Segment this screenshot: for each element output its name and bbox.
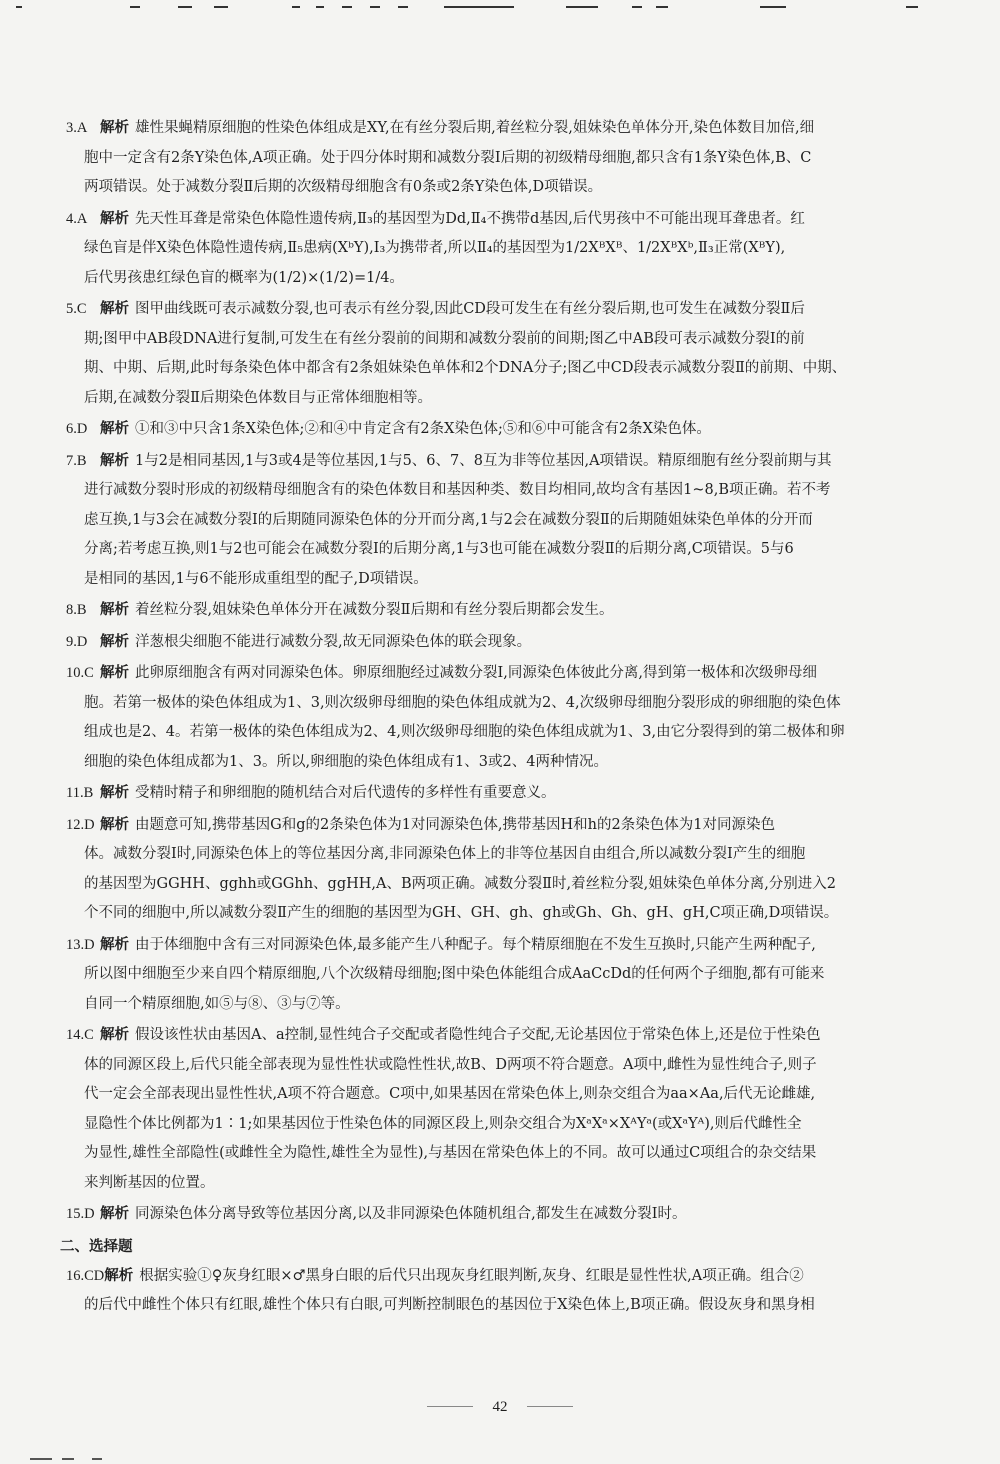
answer-line — [60, 506, 930, 536]
answer-text: 期;图甲中AB段DNA进行复制,可发生在有丝分裂前的间期和减数分裂前的间期;图乙中AB段可表示减数分裂Ⅰ的前 — [84, 330, 805, 347]
page-number: 42 — [492, 1399, 508, 1415]
answer-line — [60, 415, 930, 445]
answer-line — [60, 718, 930, 748]
answer-text: 由题意可知,携带基因G和g的2条染色体为1对同源染色体,携带基因H和h的2条染色体为1对同源染色 — [135, 816, 775, 833]
answer-text: 此卵原细胞含有两对同源染色体。卵原细胞经过减数分裂Ⅰ,同源染色体彼此分离,得到第一极体和次级卵母细 — [135, 665, 817, 681]
answer-item — [60, 415, 930, 445]
answer-line — [60, 476, 930, 506]
answer-line — [60, 1291, 930, 1321]
answer-line — [60, 447, 930, 477]
answer-text: 所以图中细胞至少来自四个精原细胞,八个次级精母细胞;图中染色体能组合成AaCcDd的任何两个子细胞,都有可能来 — [84, 966, 825, 982]
answer-line — [60, 1080, 930, 1110]
answer-line — [60, 779, 930, 809]
answer-text: 1与2是相同基因,1与3或4是等位基因,1与5、6、7、8互为非等位基因,A项错误。精原细胞有丝分裂前期与其 — [135, 452, 832, 469]
answer-item — [60, 205, 930, 294]
answer-item — [60, 1021, 930, 1198]
answer-text: 体的同源区段上,后代只能全部表现为显性性状或隐性性状,故B、D两项不符合题意。A项中,雌性为显性纯合子,则子 — [84, 1056, 817, 1073]
answer-line — [60, 1110, 930, 1140]
answer-line — [60, 899, 930, 929]
answer-text: 胞中一定含有2条Y染色体,A项正确。处于四分体时期和减数分裂Ⅰ后期的初级精母细胞,都只含有1条Y染色体,B、C — [84, 149, 812, 166]
question-number: 6.D — [66, 421, 88, 437]
analysis-tag: 解析 — [100, 816, 129, 833]
analysis-tag: 解析 — [100, 120, 129, 136]
question-number: 7.B — [66, 452, 87, 469]
answer-text: 着丝粒分裂,姐妹染色单体分开在减数分裂Ⅱ后期和有丝分裂后期都会发生。 — [135, 602, 614, 618]
answer-item — [60, 596, 930, 626]
answer-line — [60, 234, 930, 264]
answer-line — [60, 811, 930, 841]
answer-text: 洋葱根尖细胞不能进行减数分裂,故无同源染色体的联会现象。 — [135, 633, 532, 650]
answer-line — [60, 1169, 930, 1199]
answer-text: 为显性,雄性全部隐性(或雌性全为隐性,雄性全为显性),与基因在常染色体上的不同。故可以通过C项组合的杂交结果 — [84, 1145, 817, 1161]
answer-line — [60, 931, 930, 961]
answer-content — [60, 114, 930, 1323]
answer-line — [60, 565, 930, 595]
analysis-tag: 解析 — [100, 665, 129, 681]
answer-text: 期、中期、后期,此时每条染色体中都含有2条姐妹染色单体和2个DNA分子;图乙中CD段表示减数分裂Ⅱ的前期、中期、 — [84, 360, 847, 376]
answer-text: 的基因型为GGHH、gghh或GGhh、ggHH,A、B两项正确。减数分裂Ⅱ时,着丝粒分裂,姐妹染色单体分离,分别进入2 — [84, 875, 837, 892]
answer-text: 个不同的细胞中,所以减数分裂Ⅱ产生的细胞的基因型为GH、GH、gh、gh或Gh、Gh、gH、gH,C项正确,D项错误。 — [84, 905, 839, 921]
answer-line — [60, 840, 930, 870]
answer-item — [60, 779, 930, 809]
answer-line — [60, 960, 930, 990]
question-number: 13.D — [66, 936, 95, 953]
answer-line — [60, 659, 930, 689]
question-number: 9.D — [66, 633, 88, 650]
analysis-tag: 解析 — [100, 602, 129, 618]
answer-text: 图甲曲线既可表示减数分裂,也可表示有丝分裂,因此CD段可发生在有丝分裂后期,也可发生在减数分裂Ⅱ后 — [135, 301, 805, 317]
analysis-tag: 解析 — [100, 936, 129, 953]
question-number: 15.D — [66, 1206, 95, 1222]
answer-line — [60, 173, 930, 203]
answer-line — [60, 870, 930, 900]
answer-item — [60, 447, 930, 595]
answer-text: 组成也是2、4。若第一极体的染色体组成为2、4,则次级卵母细胞的染色体组成就为1、3,由它分裂得到的第二极体和卵 — [84, 724, 845, 740]
answer-text: 细胞的染色体组成都为1、3。所以,卵细胞的染色体组成有1、3或2、4两种情况。 — [84, 753, 608, 770]
answer-line — [60, 384, 930, 414]
question-number: 16.CD — [66, 1267, 105, 1284]
answer-line — [60, 596, 930, 626]
answer-item — [60, 114, 930, 203]
analysis-tag: 解析 — [100, 633, 129, 650]
answer-line — [60, 205, 930, 235]
footer-rule-right — [527, 1406, 573, 1407]
answer-text: 体。减数分裂Ⅰ时,同源染色体上的等位基因分离,非同源染色体上的非等位基因自由组合,所以减数分裂Ⅰ产生的细胞 — [84, 846, 806, 862]
answer-line — [60, 264, 930, 294]
question-number: 11.B — [66, 785, 94, 801]
answer-line — [60, 990, 930, 1020]
answer-line — [60, 748, 930, 778]
answer-line — [60, 689, 930, 719]
answer-line — [60, 1021, 930, 1051]
analysis-tag: 解析 — [100, 210, 129, 227]
answer-list-2 — [60, 1262, 930, 1321]
answer-line — [60, 114, 930, 144]
analysis-tag: 解析 — [100, 301, 129, 317]
answer-text: 绿色盲是伴X染色体隐性遗传病,Ⅱ₅患病(XᵇY),Ⅰ₃为携带者,所以Ⅱ₄的基因型为1/2XᴮXᴮ、1/2XᴮXᵇ,Ⅱ₃正常(XᴮY), — [84, 240, 786, 256]
page-footer — [0, 1396, 1000, 1416]
answer-text: 来判断基因的位置。 — [84, 1174, 215, 1191]
answer-item — [60, 1262, 930, 1321]
answer-line — [60, 1139, 930, 1169]
analysis-tag: 解析 — [100, 785, 129, 801]
answer-line — [60, 1262, 930, 1292]
answer-item — [60, 295, 930, 413]
answer-line — [60, 628, 930, 658]
answer-text: 分离;若考虑互换,则1与2也可能会在减数分裂Ⅰ的后期分离,1与3也可能在减数分裂Ⅱ的后期分离,C项错误。5与6 — [84, 541, 794, 557]
analysis-tag: 解析 — [100, 452, 129, 469]
answer-line — [60, 144, 930, 174]
analysis-tag: 解析 — [100, 421, 129, 437]
answer-text: 自同一个精原细胞,如⑤与⑧、③与⑦等。 — [84, 995, 350, 1012]
footer-rule-left — [427, 1406, 473, 1407]
answer-line — [60, 1051, 930, 1081]
section-title: 二、选择题 — [60, 1238, 133, 1255]
answer-text: 的后代中雌性个体只有红眼,雄性个体只有白眼,可判断控制眼色的基因位于X染色体上,B项正确。假设灰身和黑身相 — [84, 1297, 815, 1313]
answer-line — [60, 354, 930, 384]
answer-text: 雄性果蝇精原细胞的性染色体组成是XY,在有丝分裂后期,着丝粒分裂,姐妹染色单体分开,染色体数目加倍,细 — [135, 120, 815, 136]
answer-text: 虑互换,1与3会在减数分裂Ⅰ的后期随同源染色体的分开而分离,1与2会在减数分裂Ⅱ的后期随姐妹染色单体的分开而 — [84, 511, 813, 528]
answer-text: 显隐性个体比例都为1∶1;如果基因位于性染色体的同源区段上,则杂交组合为XᵃXᵃ×XᴬYᵃ(或XᵃYᴬ),则后代雌性全 — [84, 1115, 802, 1132]
top-scan-marks — [0, 0, 1000, 20]
answer-text: 先天性耳聋是常染色体隐性遗传病,Ⅱ₃的基因型为Dd,Ⅱ₄不携带d基因,后代男孩中不可能出现耳聋患者。红 — [135, 210, 805, 227]
question-number: 12.D — [66, 816, 95, 833]
answer-text: 代一定会全部表现出显性性状,A项不符合题意。C项中,如果基因在常染色体上,则杂交组合为aa×Aa,后代无论雌雄, — [84, 1086, 816, 1102]
answer-text: 两项错误。处于减数分裂Ⅱ后期的次级精母细胞含有0条或2条Y染色体,D项错误。 — [84, 179, 603, 195]
answer-line — [60, 295, 930, 325]
answer-text: 是相同的基因,1与6不能形成重组型的配子,D项错误。 — [84, 570, 428, 587]
answer-text: 受精时精子和卵细胞的随机结合对后代遗传的多样性有重要意义。 — [135, 785, 556, 801]
answer-text: 假设该性状由基因A、a控制,显性纯合子交配或者隐性纯合子交配,无论基因位于常染色体上,还是位于性染色 — [135, 1027, 821, 1043]
answer-line — [60, 325, 930, 355]
answer-text: 后代男孩患红绿色盲的概率为(1/2)×(1/2)=1/4。 — [84, 269, 404, 286]
answer-text: 同源染色体分离导致等位基因分离,以及非同源染色体随机组合,都发生在减数分裂Ⅰ时。 — [135, 1206, 687, 1222]
answer-item — [60, 628, 930, 658]
answer-item — [60, 811, 930, 929]
answer-text: 由于体细胞中含有三对同源染色体,最多能产生八种配子。每个精原细胞在不发生互换时,只能产生两种配子, — [135, 936, 816, 953]
answer-text: 根据实验①♀灰身红眼×♂黑身白眼的后代只出现灰身红眼判断,灰身、红眼是显性性状,A项正确。组合② — [139, 1267, 804, 1284]
answer-list — [60, 114, 930, 1230]
answer-line — [60, 535, 930, 565]
question-number: 8.B — [66, 602, 87, 618]
question-number: 4.A — [66, 210, 88, 227]
question-number: 14.C — [66, 1027, 94, 1043]
analysis-tag: 解析 — [100, 1206, 129, 1222]
answer-text: 胞。若第一极体的染色体组成为1、3,则次级卵母细胞的染色体组成就为2、4,次级卵母细胞分裂形成的卵细胞的染色体 — [84, 694, 841, 711]
answer-item — [60, 659, 930, 777]
answer-item — [60, 1200, 930, 1230]
answer-item — [60, 931, 930, 1020]
analysis-tag: 解析 — [104, 1267, 134, 1284]
answer-text: 进行减数分裂时形成的初级精母细胞含有的染色体数目和基因种类、数目均相同,故均含有基因1~8,B项正确。若不考 — [84, 482, 831, 498]
question-number: 5.C — [66, 301, 87, 317]
question-number: 3.A — [66, 120, 88, 136]
answer-text: 后期,在减数分裂Ⅱ后期染色体数目与正常体细胞相等。 — [84, 389, 432, 406]
question-number: 10.C — [66, 665, 94, 681]
answer-text: ①和③中只含1条X染色体;②和④中肯定含有2条X染色体;⑤和⑥中可能含有2条X染色体。 — [135, 421, 711, 437]
answer-line — [60, 1200, 930, 1230]
analysis-tag: 解析 — [100, 1027, 129, 1043]
